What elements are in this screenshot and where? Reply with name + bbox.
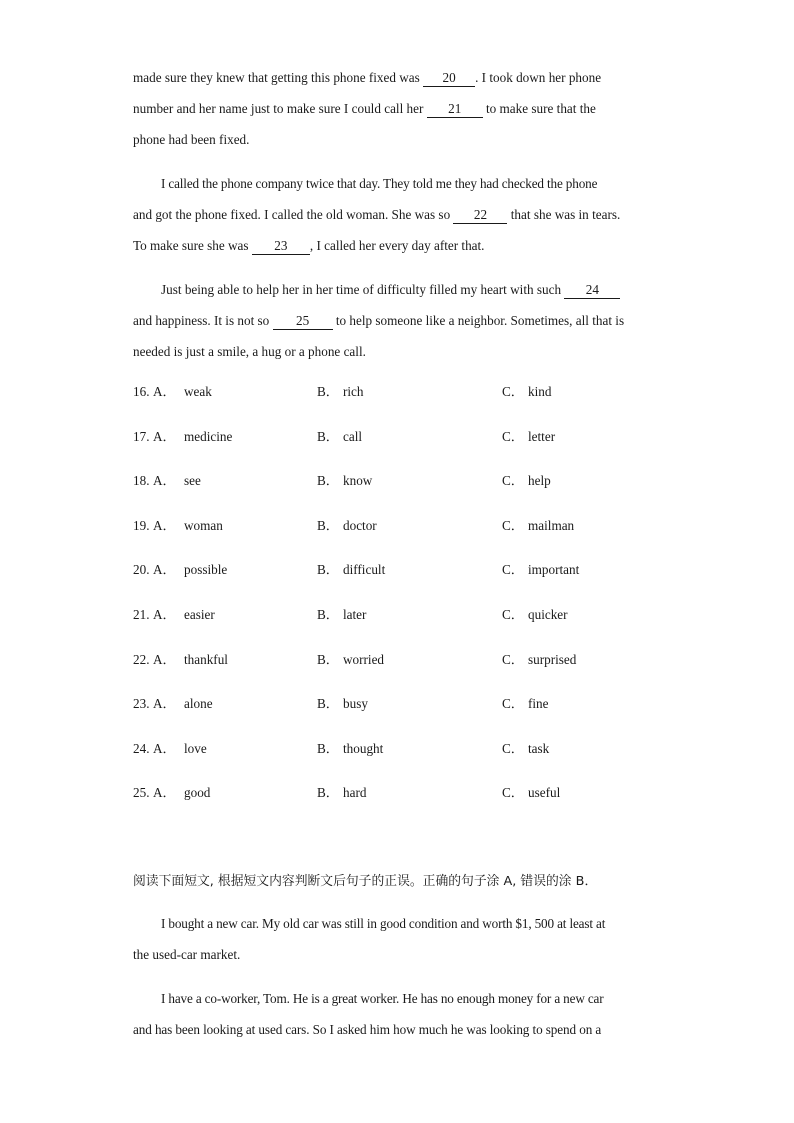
- text: to make sure that the: [482, 101, 596, 116]
- option-label: C．: [502, 785, 524, 801]
- section-instruction: 阅读下面短文, 根据短文内容判断文后句子的正误。正确的句子涂 A, 错误的涂 B．: [133, 874, 598, 889]
- option-label: B．: [317, 562, 339, 578]
- option-label: C．: [502, 696, 524, 712]
- paragraph-2: [133, 168, 653, 261]
- option-c[interactable]: help: [528, 473, 551, 489]
- text-line: I have a co-worker, Tom. He is a great worker. He has no enough money for a new car: [161, 991, 604, 1006]
- text-line: [133, 62, 653, 93]
- option-b[interactable]: know: [343, 473, 373, 489]
- option-c[interactable]: quicker: [528, 606, 568, 622]
- option-b[interactable]: thought: [343, 740, 384, 756]
- text-line: [133, 305, 653, 336]
- option-label: B．: [317, 517, 339, 533]
- option-b[interactable]: worried: [343, 651, 385, 667]
- question-number: 19.: [133, 517, 150, 533]
- option-label: B．: [317, 696, 339, 712]
- option-label: A．: [153, 606, 176, 622]
- text-line: phone had been fixed.: [133, 132, 250, 147]
- text: that she was in tears.: [507, 207, 621, 222]
- option-a[interactable]: love: [184, 740, 207, 756]
- question-row: [133, 603, 653, 648]
- option-c[interactable]: important: [528, 562, 580, 578]
- question-row: [133, 425, 653, 470]
- question-options: [133, 380, 653, 826]
- text: and got the phone fixed. I called the old woman. She was so: [133, 207, 454, 222]
- text-line: [133, 199, 653, 230]
- option-label: C．: [502, 428, 524, 444]
- option-b[interactable]: hard: [343, 785, 367, 801]
- text: and happiness. It is not so: [133, 313, 273, 328]
- option-label: C．: [502, 473, 524, 489]
- text-line: needed is just a smile, a hug or a phone call.: [133, 344, 366, 359]
- question-row: [133, 737, 653, 782]
- option-label: A．: [153, 428, 176, 444]
- option-b[interactable]: difficult: [343, 562, 386, 578]
- question-row: [133, 469, 653, 514]
- option-label: B．: [317, 740, 339, 756]
- option-label: A．: [153, 785, 176, 801]
- option-label: C．: [502, 562, 524, 578]
- option-a[interactable]: weak: [184, 384, 212, 399]
- text-line: I bought a new car. My old car was still in good condition and worth $1, 500 at least at: [161, 916, 606, 931]
- option-c[interactable]: task: [528, 740, 550, 756]
- question-row: [133, 692, 653, 737]
- option-b[interactable]: doctor: [343, 517, 377, 533]
- option-c[interactable]: fine: [528, 696, 549, 712]
- option-label: B．: [317, 606, 339, 622]
- paragraph-3: [133, 274, 653, 367]
- option-a[interactable]: see: [184, 473, 201, 489]
- option-label: A．: [153, 696, 176, 712]
- paragraph: [133, 908, 653, 970]
- option-label: A．: [153, 517, 176, 533]
- question-number: 16.: [133, 384, 150, 399]
- text: To make sure she was: [133, 238, 252, 253]
- option-a[interactable]: medicine: [184, 428, 233, 444]
- blank-22: 22: [453, 207, 507, 224]
- text: Just being able to help her in her time of difficulty filled my heart with such: [161, 282, 565, 297]
- paragraph-1: [133, 62, 653, 155]
- option-label: C．: [502, 651, 524, 667]
- option-label: B．: [317, 428, 339, 444]
- option-label: B．: [317, 473, 339, 489]
- option-label: A．: [153, 384, 176, 399]
- passage-2: [133, 908, 653, 1058]
- blank-20: 20: [423, 70, 475, 87]
- option-label: C．: [502, 384, 524, 399]
- question-number: 17.: [133, 428, 150, 444]
- question-row: [133, 648, 653, 693]
- text-line: and has been looking at used cars. So I asked him how much he was looking to spend on a: [133, 1022, 602, 1037]
- question-number: 18.: [133, 473, 150, 489]
- option-b[interactable]: busy: [343, 696, 368, 712]
- question-row: [133, 380, 653, 425]
- option-label: A．: [153, 562, 176, 578]
- option-label: B．: [317, 651, 339, 667]
- option-c[interactable]: kind: [528, 384, 552, 399]
- option-label: A．: [153, 740, 176, 756]
- text: made sure they knew that getting this phone fixed was: [133, 70, 424, 85]
- text: , I called her every day after that.: [309, 238, 485, 253]
- question-number: 21.: [133, 606, 150, 622]
- question-number: 24.: [133, 740, 150, 756]
- blank-24: 24: [564, 282, 620, 299]
- option-b[interactable]: call: [343, 428, 363, 444]
- text-line: [133, 230, 653, 261]
- document-page: [133, 62, 653, 1037]
- option-a[interactable]: thankful: [184, 651, 228, 667]
- option-label: C．: [502, 517, 524, 533]
- option-a[interactable]: alone: [184, 696, 213, 712]
- text: . I took down her phone: [475, 70, 602, 85]
- question-number: 25.: [133, 785, 150, 801]
- option-label: C．: [502, 606, 524, 622]
- question-row: [133, 514, 653, 559]
- option-label: A．: [153, 473, 176, 489]
- question-number: 22.: [133, 651, 150, 667]
- text: number and her name just to make sure I could call her: [133, 101, 427, 116]
- blank-25: 25: [273, 313, 333, 330]
- option-a[interactable]: easier: [184, 606, 215, 622]
- text-line: [133, 274, 653, 305]
- blank-23: 23: [252, 238, 310, 255]
- option-label: B．: [317, 785, 339, 801]
- paragraph: [133, 983, 653, 1045]
- option-a[interactable]: woman: [184, 517, 223, 533]
- question-number: 23.: [133, 696, 150, 712]
- blank-21: 21: [427, 101, 483, 118]
- option-label: A．: [153, 651, 176, 667]
- option-b[interactable]: rich: [343, 384, 364, 399]
- option-c[interactable]: letter: [528, 428, 556, 444]
- question-row: [133, 781, 653, 826]
- text-line: [133, 93, 653, 124]
- option-a[interactable]: good: [184, 785, 211, 801]
- option-c[interactable]: mailman: [528, 517, 575, 533]
- option-label: B．: [317, 384, 339, 399]
- text-line: the used-car market.: [133, 947, 241, 962]
- option-label: C．: [502, 740, 524, 756]
- question-number: 20.: [133, 562, 150, 578]
- option-a[interactable]: possible: [184, 562, 228, 578]
- question-row: [133, 558, 653, 603]
- option-c[interactable]: surprised: [528, 651, 577, 667]
- text: to help someone like a neighbor. Sometimes, all that is: [332, 313, 625, 328]
- option-c[interactable]: useful: [528, 785, 561, 801]
- text-line: I called the phone company twice that day. They told me they had checked the phone: [161, 176, 598, 191]
- option-b[interactable]: later: [343, 606, 367, 622]
